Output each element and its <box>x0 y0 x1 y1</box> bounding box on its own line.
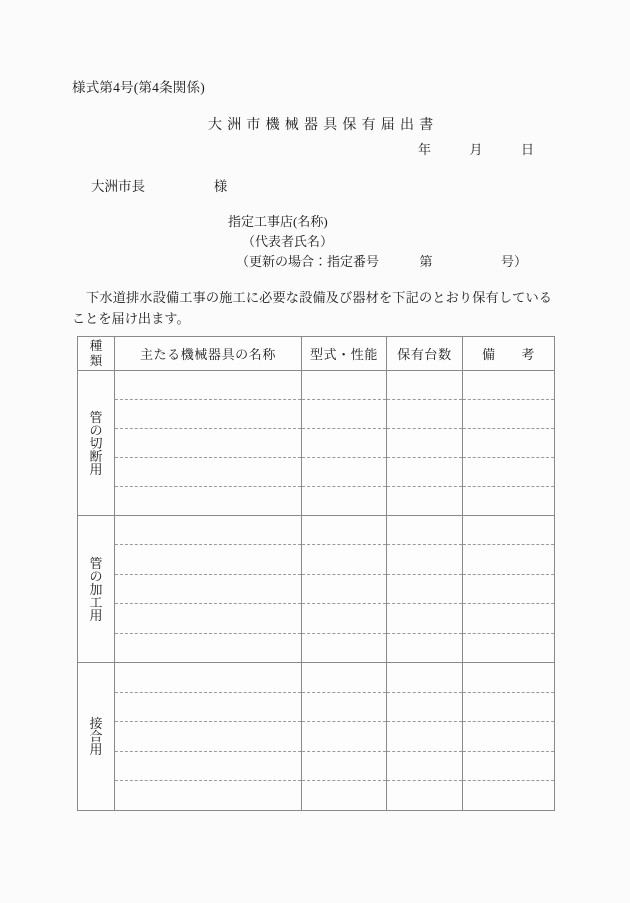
entry-line[interactable] <box>302 429 386 458</box>
entry-line[interactable] <box>463 429 554 458</box>
entry-line[interactable] <box>115 752 301 782</box>
entry-line[interactable] <box>302 634 386 662</box>
entry-line[interactable] <box>463 400 554 429</box>
category-char: 管 <box>89 409 103 425</box>
column-header-type: 型式・性能 <box>302 337 387 371</box>
table-row <box>78 371 555 516</box>
date-day-label: 日 <box>521 142 535 157</box>
entry-line[interactable] <box>302 722 386 752</box>
date-year-label: 年 <box>418 142 432 157</box>
addressee-line <box>91 175 227 195</box>
entry-cell-quantity[interactable] <box>387 516 463 663</box>
category-char: 切 <box>89 435 103 451</box>
renewal-suffix-label: 号） <box>501 254 528 269</box>
entry-cell-quantity[interactable] <box>387 371 463 516</box>
entry-line[interactable] <box>302 516 386 545</box>
category-label-cell <box>78 516 115 663</box>
category-label-cell <box>78 371 115 516</box>
entry-line[interactable] <box>115 693 301 723</box>
date-line <box>418 139 534 158</box>
entry-line[interactable] <box>463 458 554 487</box>
table-row <box>78 516 555 663</box>
entry-line[interactable] <box>463 516 554 545</box>
entry-cell-note[interactable] <box>463 516 555 663</box>
note-header-char: 備 <box>482 347 496 362</box>
entry-cell-type[interactable] <box>302 663 387 811</box>
entry-line[interactable] <box>463 781 554 810</box>
category-char: 断 <box>89 448 103 464</box>
entry-line[interactable] <box>387 604 462 633</box>
entry-cell-name[interactable] <box>115 516 302 663</box>
entry-subrows <box>115 371 301 515</box>
date-month-label: 月 <box>469 142 483 157</box>
entry-line[interactable] <box>387 400 462 429</box>
entry-line[interactable] <box>302 371 386 400</box>
entry-cell-name[interactable] <box>115 663 302 811</box>
entry-line[interactable] <box>115 400 301 429</box>
entry-subrows <box>115 516 301 662</box>
entry-subrows <box>302 516 386 662</box>
equipment-table <box>77 336 555 811</box>
entry-line[interactable] <box>115 781 301 810</box>
entry-subrows <box>463 663 554 810</box>
entry-subrows <box>302 663 386 810</box>
entry-line[interactable] <box>463 371 554 400</box>
entry-line[interactable] <box>463 575 554 604</box>
entry-line[interactable] <box>115 663 301 693</box>
entry-line[interactable] <box>302 693 386 723</box>
entry-line[interactable] <box>387 516 462 545</box>
note-header-char: 考 <box>521 347 535 362</box>
entry-line[interactable] <box>463 634 554 662</box>
addressee-name: 大洲市長 <box>91 179 145 194</box>
entry-line[interactable] <box>387 575 462 604</box>
entry-line[interactable] <box>387 663 462 693</box>
entry-cell-name[interactable] <box>115 371 302 516</box>
kind-header-char: 類 <box>89 353 103 368</box>
kind-header-char: 種 <box>89 338 103 353</box>
entry-line[interactable] <box>115 487 301 515</box>
entry-line[interactable] <box>387 693 462 723</box>
category-vertical-text <box>78 557 114 622</box>
table-row <box>78 663 555 811</box>
entry-line[interactable] <box>463 752 554 782</box>
column-header-note <box>463 337 555 371</box>
category-char: の <box>89 568 103 584</box>
category-label-cell <box>78 663 115 811</box>
category-char: 用 <box>89 461 103 477</box>
category-char: 用 <box>89 742 103 757</box>
entry-line[interactable] <box>463 487 554 515</box>
entry-line[interactable] <box>302 575 386 604</box>
entry-line[interactable] <box>463 604 554 633</box>
entry-line[interactable] <box>302 400 386 429</box>
entry-line[interactable] <box>387 752 462 782</box>
entry-line[interactable] <box>302 545 386 574</box>
form-number: 様式第4号(第4条関係) <box>72 80 205 95</box>
entry-subrows <box>115 663 301 810</box>
entry-line[interactable] <box>115 429 301 458</box>
entry-line[interactable] <box>115 604 301 633</box>
renewal-number-mark: 第 <box>419 254 433 269</box>
entry-line[interactable] <box>115 634 301 662</box>
entry-line[interactable] <box>115 545 301 574</box>
entry-subrows <box>387 371 462 515</box>
category-char: 管 <box>89 555 103 571</box>
entry-line[interactable] <box>387 634 462 662</box>
entry-subrows <box>302 371 386 515</box>
entry-subrows <box>387 663 462 810</box>
category-char: 合 <box>89 729 103 744</box>
entry-line[interactable] <box>387 487 462 515</box>
entry-line[interactable] <box>115 371 301 400</box>
entry-line[interactable] <box>302 458 386 487</box>
entry-subrows <box>463 371 554 515</box>
entry-line[interactable] <box>115 458 301 487</box>
entry-line[interactable] <box>463 722 554 752</box>
entry-cell-quantity[interactable] <box>387 663 463 811</box>
entry-cell-note[interactable] <box>463 663 555 811</box>
addressee-honorific: 様 <box>213 179 228 194</box>
entry-line[interactable] <box>302 752 386 782</box>
column-header-name: 主たる機械器具の名称 <box>115 337 302 371</box>
category-vertical-text <box>78 717 114 756</box>
entry-subrows <box>463 516 554 662</box>
applicant-representative-label: （代表者氏名） <box>242 234 334 249</box>
entry-line[interactable] <box>463 545 554 574</box>
category-char: 接 <box>89 716 103 731</box>
entry-line[interactable] <box>387 458 462 487</box>
category-vertical-text <box>78 411 114 476</box>
page-title: 大洲市機械器具保有届出書 <box>208 118 439 133</box>
entry-line[interactable] <box>387 722 462 752</box>
entry-line[interactable] <box>302 604 386 633</box>
category-char: の <box>89 422 103 438</box>
entry-line[interactable] <box>387 371 462 400</box>
entry-line[interactable] <box>115 722 301 752</box>
entry-cell-type[interactable] <box>302 371 387 516</box>
renewal-prefix-label: （更新の場合：指定番号 <box>236 254 380 269</box>
entry-line[interactable] <box>115 516 301 545</box>
table-header-row <box>78 337 555 371</box>
category-char: 用 <box>89 607 103 623</box>
entry-subrows <box>387 516 462 662</box>
entry-line[interactable] <box>115 575 301 604</box>
column-header-kind <box>78 337 115 371</box>
entry-line[interactable] <box>302 487 386 515</box>
applicant-renewal-line <box>228 252 527 272</box>
entry-line[interactable] <box>302 663 386 693</box>
category-char: 工 <box>89 594 103 610</box>
entry-line[interactable] <box>387 545 462 574</box>
category-char: 加 <box>89 581 103 597</box>
entry-line[interactable] <box>463 663 554 693</box>
column-header-quantity: 保有台数 <box>387 337 463 371</box>
entry-line[interactable] <box>387 429 462 458</box>
entry-line[interactable] <box>387 781 462 810</box>
body-paragraph: 下水道排水設備工事の施工に必要な設備及び器材を下記のとおり保有していることを届け出ます。 <box>72 290 552 326</box>
entry-line[interactable] <box>463 693 554 723</box>
entry-cell-note[interactable] <box>463 371 555 516</box>
applicant-company-label: 指定工事店(名称) <box>228 214 328 229</box>
entry-cell-type[interactable] <box>302 516 387 663</box>
applicant-block <box>228 212 527 272</box>
entry-line[interactable] <box>302 781 386 810</box>
